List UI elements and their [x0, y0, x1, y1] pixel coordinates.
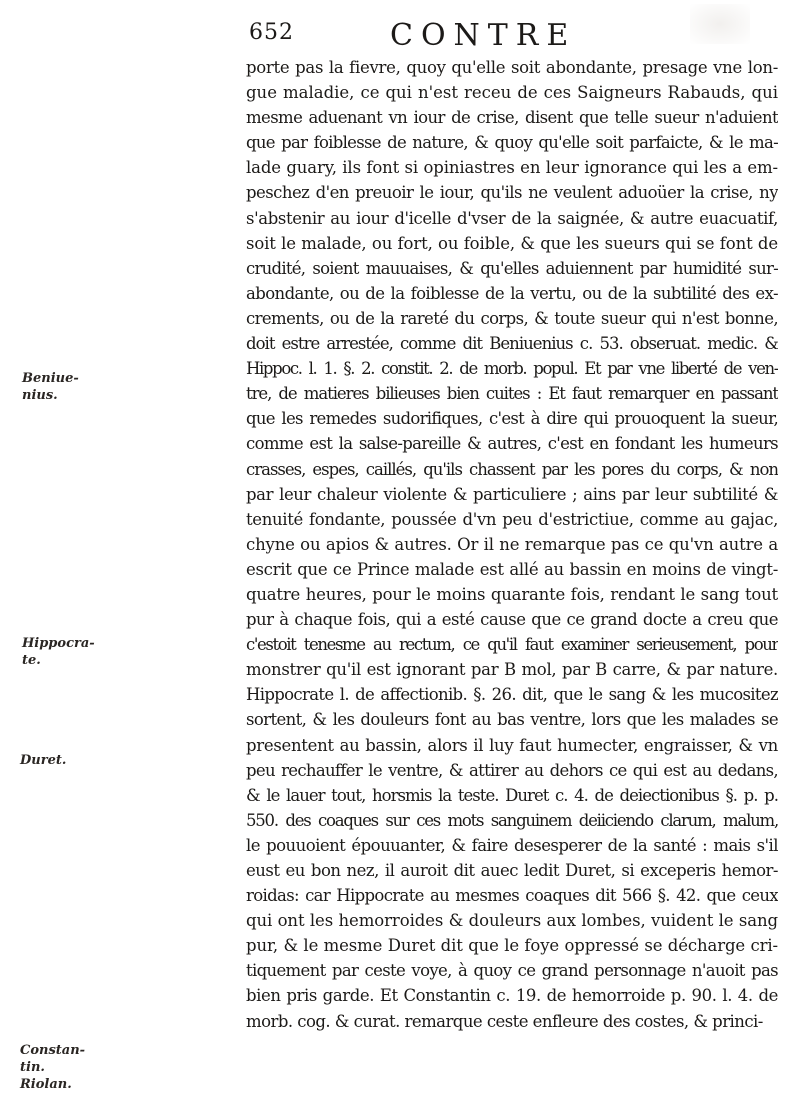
margin-note-constantin: Constan- tin. Riolan.	[20, 1043, 86, 1092]
text-line: crasses, espes, caillés, qu'ils chassent par les pores du corps, & non	[246, 459, 778, 479]
text-line: gue maladie, ce qui n'est receu de ces Saigneurs Rabauds, qui	[246, 83, 778, 103]
body-text	[246, 55, 778, 1034]
text-line: porte pas la fievre, quoy qu'elle soit abondante, presage vne lon-	[246, 58, 778, 77]
text-line: 550. des coaques sur ces mots sanguinem deiiciendo clarum, malum,	[246, 810, 778, 830]
text-line: soit le malade, ou fort, ou foible, & que les sueurs qui se font de	[246, 233, 778, 253]
text-line: monstrer qu'il est ignorant par B mol, par B carre, & par nature.	[246, 660, 778, 680]
text-line: crudité, soient mauuaises, & qu'elles aduiennent par humidité sur-	[246, 258, 778, 278]
text-line: s'abstenir au iour d'icelle d'vser de la saignée, & autre euacuatif,	[246, 208, 778, 228]
text-line: Hippoc. l. 1. §. 2. constit. 2. de morb. popul. Et par vne liberté de ven-	[246, 359, 778, 379]
text-line: comme est la salse-pareille & autres, c'est en fondant les humeurs	[246, 434, 778, 454]
page-header	[0, 18, 800, 58]
text-line: pur, & le mesme Duret dit que le foye oppressé se décharge cri-	[246, 936, 778, 956]
text-line: chyne ou apios & autres. Or il ne remarque pas ce qu'vn autre a	[246, 534, 778, 554]
text-line: roidas: car Hippocrate au mesmes coaques dit 566 §. 42. que ceux	[246, 886, 778, 906]
text-line: eust eu bon nez, il auroit dit auec ledit Duret, si exceperis hemor-	[246, 861, 778, 880]
text-line: quatre heures, pour le moins quarante fois, rendant le sang tout	[246, 584, 778, 604]
text-line: lade guary, ils font si opiniastres en leur ignorance qui les a em-	[246, 158, 778, 178]
margin-note-beniuenius: Beniue- nius.	[22, 371, 79, 403]
text-line: c'estoit tenesme au rectum, ce qu'il faut examiner serieusement, pour	[246, 635, 778, 655]
running-title: CONTRE	[390, 18, 577, 53]
page-number: 652	[249, 20, 294, 45]
text-line: escrit que ce Prince malade est allé au bassin en moins de vingt-	[246, 559, 778, 579]
text-line: bien pris garde. Et Constantin c. 19. de hemorroide p. 90. l. 4. de	[246, 986, 778, 1006]
text-line: & le lauer tout, horsmis la teste. Duret c. 4. de deiectionibus §. p. p.	[246, 785, 778, 805]
text-line: abondante, ou de la foiblesse de la vertu, ou de la subtilité des ex-	[246, 283, 778, 303]
text-line: mesme aduenant vn iour de crise, disent que telle sueur n'aduient	[246, 108, 778, 128]
text-line: tenuité fondante, poussée d'vn peu d'estrictiue, comme au gajac,	[246, 509, 778, 529]
text-line: que les remedes sudorifiques, c'est à dire qui prouoquent la sueur,	[246, 409, 778, 429]
text-line: qui ont les hemorroides & douleurs aux lombes, vuident le sang	[246, 911, 778, 931]
text-line: crements, ou de la rareté du corps, & toute sueur qui n'est bonne,	[246, 308, 778, 328]
text-line: Hippocrate l. de affectionib. §. 26. dit, que le sang & les mucositez	[246, 685, 778, 705]
text-line: sortent, & les douleurs font au bas ventre, lors que les malades se	[246, 710, 778, 730]
text-line: doit estre arrestée, comme dit Beniuenius c. 53. obseruat. medic. &	[246, 334, 778, 354]
text-line: le pouuoient épouuanter, & faire desesperer de la santé : mais s'il	[246, 835, 778, 855]
margin-note-duret: Duret.	[20, 753, 67, 768]
text-line: tiquement par ceste voye, à quoy ce grand personnage n'auoit pas	[246, 961, 778, 981]
text-line: morb. cog. & curat. remarque ceste enfleure des costes, & princi-	[246, 1011, 763, 1031]
text-line: peschez d'en preuoir le iour, qu'ils ne veulent aduoüer la crise, ny	[246, 183, 778, 203]
text-line: pur à chaque fois, qui a esté cause que ce grand docte a creu que	[246, 610, 778, 630]
text-line: peu rechauffer le ventre, & attirer au dehors ce qui est au dedans,	[246, 760, 778, 780]
margin-note-hippocrate: Hippocra- te.	[22, 636, 95, 668]
text-line: par leur chaleur violente & particuliere ; ains par leur subtilité &	[246, 484, 778, 504]
text-line: presentent au bassin, alors il luy faut humecter, engraisser, & vn	[246, 735, 778, 755]
text-line: tre, de matieres bilieuses bien cuites : Et faut remarquer en passant	[246, 384, 778, 404]
text-line: que par foiblesse de nature, & quoy qu'elle soit parfaicte, & le ma-	[246, 133, 778, 153]
